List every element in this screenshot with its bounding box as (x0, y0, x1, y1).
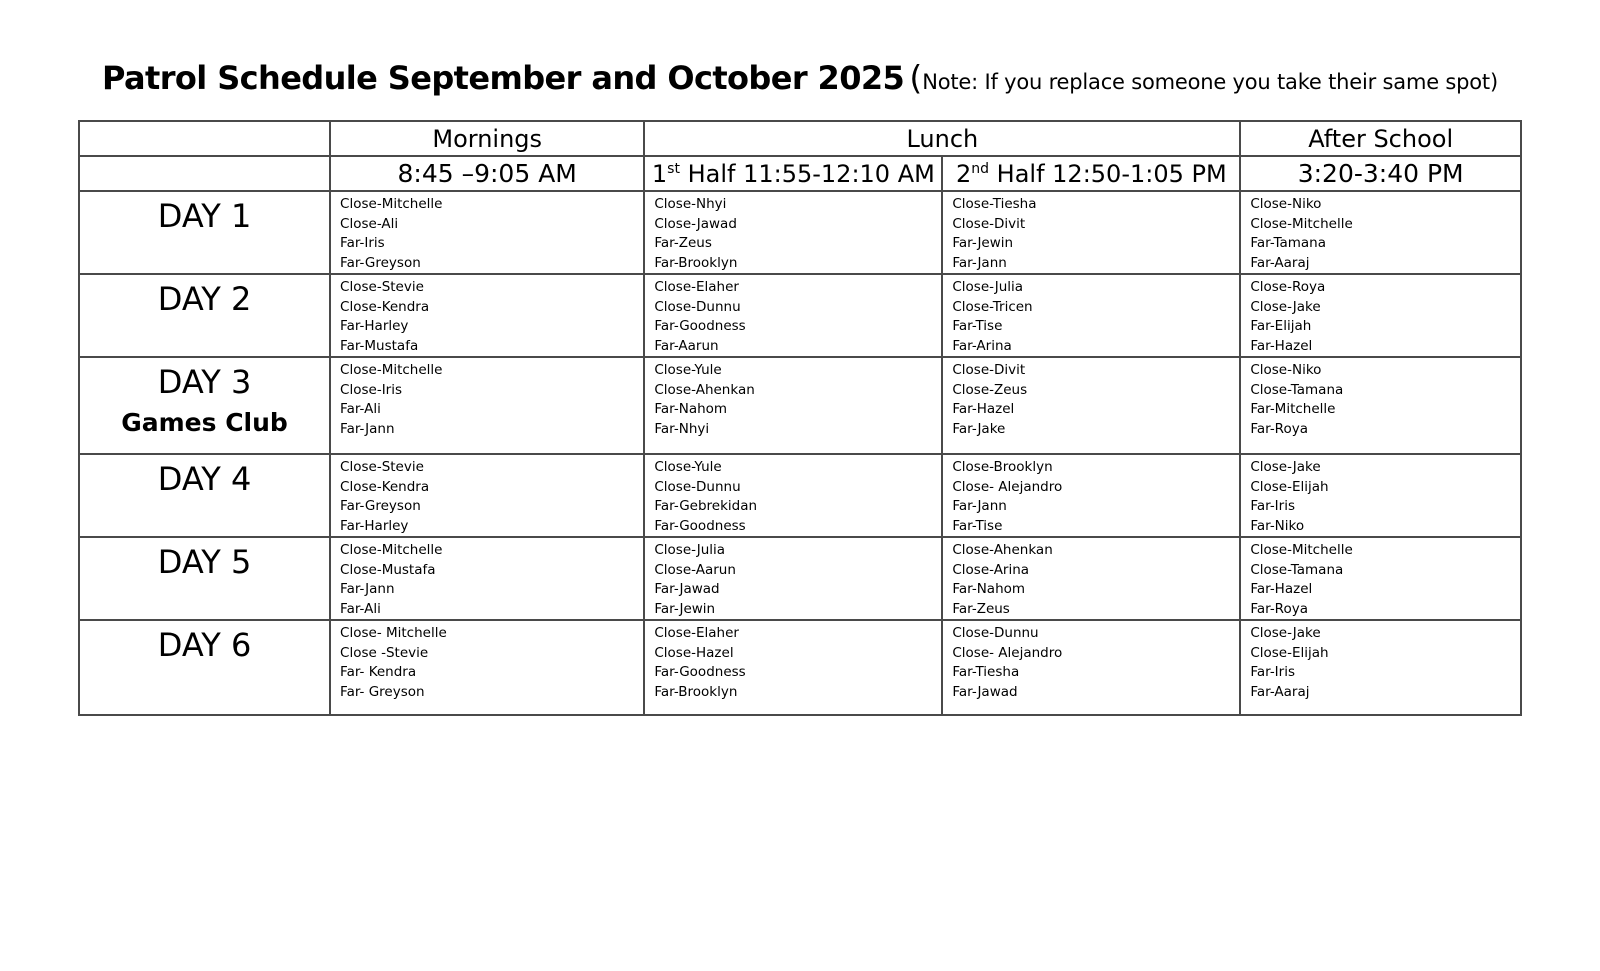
patrol-assignment: Far-Jann (952, 254, 1007, 271)
patrol-assignment: Far- Greyson (340, 683, 425, 700)
blank-header-cell-2 (79, 156, 330, 191)
assignment-cell-after (1240, 454, 1521, 537)
second-half-sup: nd (971, 160, 990, 177)
assignment-cell-mornings (330, 537, 644, 620)
day-cell (79, 191, 330, 274)
patrol-assignment: Close- Alejandro (952, 644, 1063, 661)
day-label: DAY 1 (157, 197, 252, 235)
patrol-assignment: Close-Divit (952, 362, 1026, 378)
assignment-cell-after (1240, 357, 1521, 454)
patrol-assignment: Close-Iris (340, 381, 403, 398)
patrol-assignment: Close-Stevie (340, 279, 424, 295)
after-school-time: 3:20-3:40 PM (1240, 156, 1521, 191)
patrol-assignment: Far-Goodness (654, 664, 746, 680)
mornings-time: 8:45 –9:05 AM (330, 156, 644, 191)
patrol-assignment: Far-Nahom (654, 401, 728, 417)
patrol-assignment: Far-Hazel (1250, 581, 1313, 597)
patrol-assignment: Close-Elaher (654, 625, 739, 641)
day-label: DAY 5 (157, 543, 252, 581)
day-note: Games Club (121, 408, 288, 437)
day-cell (79, 274, 330, 357)
patrol-assignment: Far-Goodness (654, 517, 746, 534)
patrol-assignment: Close- Alejandro (952, 478, 1063, 495)
patrol-assignment: Far-Ali (340, 600, 381, 617)
day-label: DAY 2 (157, 280, 252, 318)
assignment-cell-after (1240, 537, 1521, 620)
patrol-assignment: Close-Hazel (654, 644, 734, 661)
assignment-cell-mornings (330, 191, 644, 274)
header-row-2 (79, 156, 1521, 191)
patrol-assignment: Far-Iris (1250, 664, 1296, 680)
lunch-first-half-header (644, 156, 942, 191)
day-cell (79, 537, 330, 620)
assignment-cell-lunch2 (942, 537, 1240, 620)
patrol-assignment: Close-Zeus (952, 381, 1028, 398)
patrol-assignment: Close-Divit (952, 215, 1026, 232)
patrol-assignment: Far-Tiesha (952, 664, 1020, 680)
patrol-assignment: Far-Ali (340, 401, 381, 417)
patrol-assignment: Close-Julia (952, 279, 1024, 295)
patrol-assignment: Close-Niko (1250, 362, 1322, 378)
patrol-assignment: Far-Hazel (1250, 337, 1313, 354)
day-row (79, 274, 1521, 357)
patrol-assignment: Close-Dunnu (654, 298, 741, 315)
patrol-assignment: Far-Tamana (1250, 235, 1326, 251)
patrol-assignment: Far-Nahom (952, 581, 1026, 597)
patrol-assignment: Close-Yule (654, 459, 722, 475)
patrol-assignment: Close-Tricen (952, 298, 1033, 315)
day-cell (79, 454, 330, 537)
patrol-assignment: Far-Mustafa (340, 337, 419, 354)
patrol-assignment: Close-Yule (654, 362, 722, 378)
blank-header-cell (79, 121, 330, 156)
first-half-ordinal: 1 (651, 159, 668, 188)
patrol-assignment: Far-Tise (952, 318, 1003, 334)
patrol-assignment: Close- Mitchelle (340, 625, 447, 641)
day-row (79, 537, 1521, 620)
assignment-cell-lunch2 (942, 620, 1240, 715)
patrol-assignment: Close-Mitchelle (340, 196, 443, 212)
day-row (79, 191, 1521, 274)
patrol-assignment: Close-Aarun (654, 561, 736, 578)
patrol-assignment: Close-Jake (1250, 625, 1321, 641)
patrol-assignment: Close-Elaher (654, 279, 739, 295)
patrol-assignment: Far-Niko (1250, 517, 1305, 534)
patrol-assignment: Far-Iris (340, 235, 385, 251)
assignment-cell-mornings (330, 357, 644, 454)
patrol-assignment: Far-Greyson (340, 498, 421, 514)
patrol-assignment: Close-Mustafa (340, 561, 436, 578)
patrol-assignment: Close-Mitchelle (1250, 215, 1353, 232)
patrol-assignment: Far- Kendra (340, 664, 417, 680)
patrol-assignment: Close-Mitchelle (340, 542, 443, 558)
patrol-assignment: Close-Elijah (1250, 644, 1329, 661)
patrol-assignment: Far-Mitchelle (1250, 401, 1336, 417)
patrol-assignment: Close-Nhyi (654, 196, 727, 212)
patrol-assignment: Close-Niko (1250, 196, 1322, 212)
header-row-1 (79, 121, 1521, 156)
first-half-text: Half 11:55-12:10 AM (679, 159, 935, 188)
patrol-assignment: Far-Jann (340, 420, 395, 437)
title-paren: ( (909, 58, 923, 97)
day-cell (79, 620, 330, 715)
day-cell (79, 357, 330, 454)
patrol-assignment: Far-Zeus (654, 235, 712, 251)
patrol-assignment: Close-Dunnu (952, 625, 1039, 641)
patrol-assignment: Far-Jann (340, 581, 395, 597)
patrol-assignment: Close-Dunnu (654, 478, 741, 495)
patrol-assignment: Far-Greyson (340, 254, 421, 271)
day-label: DAY 3 (157, 363, 252, 401)
patrol-assignment: Far-Elijah (1250, 318, 1312, 334)
patrol-assignment: Far-Jewin (952, 235, 1014, 251)
first-half-sup: st (667, 160, 680, 177)
title-note: Note: If you replace someone you take their same spot) (922, 70, 1498, 94)
patrol-assignment: Close -Stevie (340, 644, 429, 661)
patrol-assignment: Far-Roya (1250, 600, 1308, 617)
patrol-assignment: Far-Aaraj (1250, 683, 1310, 700)
patrol-assignment: Close-Stevie (340, 459, 424, 475)
patrol-assignment: Close-Kendra (340, 298, 430, 315)
lunch-header: Lunch (644, 121, 1240, 156)
assignment-cell-after (1240, 191, 1521, 274)
assignment-cell-lunch1 (644, 620, 942, 715)
patrol-assignment: Far-Harley (340, 318, 409, 334)
schedule-table (78, 120, 1522, 716)
patrol-assignment: Far-Tise (952, 517, 1003, 534)
patrol-assignment: Far-Iris (1250, 498, 1296, 514)
patrol-assignment: Close-Mitchelle (1250, 542, 1353, 558)
patrol-assignment: Close-Arina (952, 561, 1030, 578)
patrol-assignment: Far-Zeus (952, 600, 1010, 617)
patrol-assignment: Close-Ahenkan (952, 542, 1053, 558)
day-label: DAY 6 (157, 626, 252, 664)
patrol-assignment: Close-Jake (1250, 459, 1321, 475)
assignment-cell-lunch1 (644, 537, 942, 620)
patrol-assignment: Far-Goodness (654, 318, 746, 334)
day-label: DAY 4 (157, 460, 252, 498)
patrol-assignment: Close-Ahenkan (654, 381, 755, 398)
patrol-assignment: Far-Harley (340, 517, 409, 534)
patrol-assignment: Far-Aarun (654, 337, 719, 354)
patrol-assignment: Far-Jann (952, 498, 1007, 514)
assignment-cell-lunch2 (942, 357, 1240, 454)
assignment-cell-lunch1 (644, 191, 942, 274)
assignment-cell-lunch1 (644, 454, 942, 537)
patrol-assignment: Close-Julia (654, 542, 726, 558)
assignment-cell-lunch1 (644, 357, 942, 454)
patrol-assignment: Far-Jawad (654, 581, 720, 597)
second-half-text: Half 12:50-1:05 PM (989, 159, 1227, 188)
day-row (79, 454, 1521, 537)
patrol-assignment: Far-Brooklyn (654, 683, 738, 700)
page-title (0, 58, 1600, 97)
patrol-assignment: Far-Arina (952, 337, 1012, 354)
day-row (79, 357, 1521, 454)
patrol-assignment: Close-Tamana (1250, 381, 1344, 398)
patrol-assignment: Close-Jawad (654, 215, 737, 232)
patrol-assignment: Far-Aaraj (1250, 254, 1310, 271)
patrol-assignment: Close-Mitchelle (340, 362, 443, 378)
assignment-cell-mornings (330, 620, 644, 715)
assignment-cell-mornings (330, 274, 644, 357)
mornings-header: Mornings (330, 121, 644, 156)
patrol-assignment: Close-Tiesha (952, 196, 1037, 212)
patrol-assignment: Close-Tamana (1250, 561, 1344, 578)
assignment-cell-after (1240, 274, 1521, 357)
patrol-assignment: Far-Gebrekidan (654, 498, 758, 514)
patrol-assignment: Far-Brooklyn (654, 254, 738, 271)
assignment-cell-mornings (330, 454, 644, 537)
patrol-assignment: Close-Kendra (340, 478, 430, 495)
patrol-assignment: Close-Elijah (1250, 478, 1329, 495)
assignment-cell-lunch2 (942, 454, 1240, 537)
after-school-header: After School (1240, 121, 1521, 156)
patrol-assignment: Close-Roya (1250, 279, 1326, 295)
patrol-assignment: Far-Nhyi (654, 420, 710, 437)
patrol-assignment: Far-Roya (1250, 420, 1308, 437)
second-half-ordinal: 2 (955, 159, 972, 188)
patrol-assignment: Far-Jewin (654, 600, 716, 617)
title-main: Patrol Schedule September and October 2025 (102, 59, 905, 97)
assignment-cell-lunch2 (942, 274, 1240, 357)
patrol-assignment: Far-Jawad (952, 683, 1018, 700)
patrol-assignment: Far-Hazel (952, 401, 1015, 417)
assignment-cell-lunch2 (942, 191, 1240, 274)
patrol-assignment: Close-Brooklyn (952, 459, 1053, 475)
day-row (79, 620, 1521, 715)
patrol-assignment: Close-Ali (340, 215, 399, 232)
lunch-second-half-header (942, 156, 1240, 191)
assignment-cell-after (1240, 620, 1521, 715)
patrol-assignment: Far-Jake (952, 420, 1006, 437)
patrol-assignment: Close-Jake (1250, 298, 1321, 315)
assignment-cell-lunch1 (644, 274, 942, 357)
